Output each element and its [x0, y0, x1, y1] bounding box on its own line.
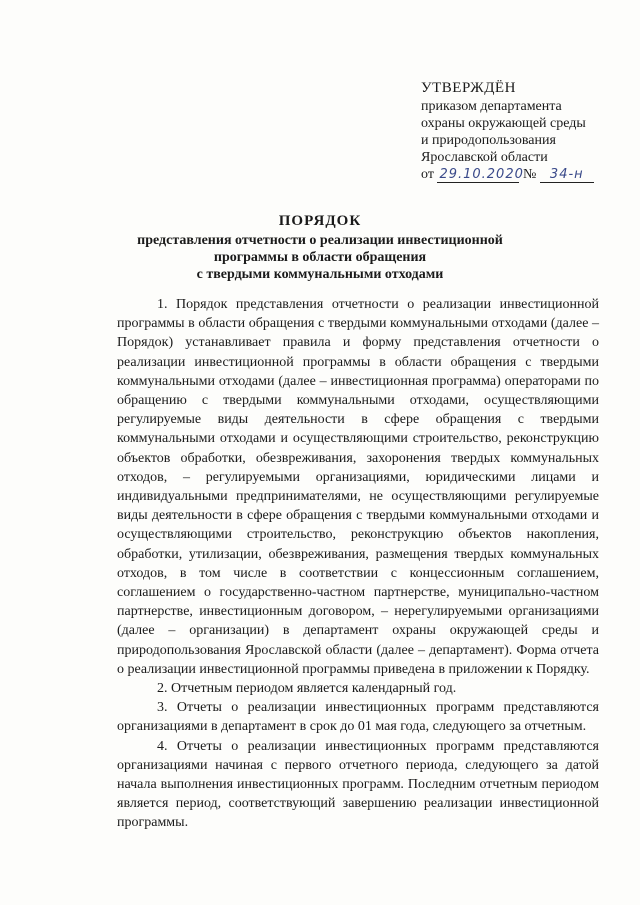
approval-block	[421, 80, 621, 183]
handwritten-number: 34-н	[540, 168, 594, 183]
paragraph-3: 3. Отчеты о реализации инвестиционных программ представляются организациями в департамент в срок до 01 мая года, следующего за отчетным.	[117, 700, 599, 735]
document-heading	[110, 213, 530, 283]
approval-line: приказом департамента	[421, 99, 562, 114]
paragraph-4: 4. Отчеты о реализации инвестиционных программ представляются организациями начиная с первого отчетного периода, следующего за датой начала выполнения инвестиционных программ. Последним отчетным периодом является период, соответствующий завершению реализации инвестиционной программы.	[117, 738, 599, 831]
approval-line: Ярославской области	[421, 150, 548, 165]
heading-subtitle-line: с твердыми коммунальными отходами	[196, 267, 444, 282]
document-body	[117, 295, 599, 833]
heading-subtitle-line: программы в области обращения	[213, 250, 427, 265]
number-label: №	[522, 167, 537, 182]
paragraph-2: 2. Отчетным периодом является календарный год.	[157, 681, 457, 697]
heading-title: ПОРЯДОК	[278, 213, 362, 229]
approval-title: УТВЕРЖДЁН	[421, 80, 516, 96]
paragraph-1: 1. Порядок представления отчетности о реализации инвестиционной программы в области обращения с твердыми коммунальными отходами (далее – Порядок) устанавливает правила и форму представления отчетности о реализации инвестиционной программы в области обращения с твердыми коммунальными отходами (далее – инвестиционная программа) операторами по обращению с твердыми коммунальными отходами, осуществляющими регулируемые виды деятельности в сфере обращения с твердыми коммунальными отходами и осуществляющими строительство, реконструкцию объектов обработки, обезвреживания, захоронения твердых коммунальных отходов, – регулируемыми организациями, юридическими лицами и индивидуальными предпринимателями, не осуществляющими регулируемые виды деятельности в сфере обращения с твердыми коммунальными отходами и осуществляющими строительство, реконструкцию объектов накопления, обработки, утилизации, обезвреживания, размещения твердых коммунальных отходов, в том числе в соответствии с концессионным соглашением, соглашением о государственно-частном партнерстве, муниципально-частном партнерстве, инвестиционным договором, – нерегулируемыми организациями (далее – организации) в департамент охраны окружающей среды и природопользования Ярославской области (далее – департамент). Форма отчета о реализации инвестиционной программы приведена в приложении к Порядку.	[117, 297, 599, 677]
heading-subtitle-line: представления отчетности о реализации инвестиционной	[137, 233, 503, 248]
approval-line: и природопользования	[421, 133, 556, 148]
approval-line: охраны окружающей среды	[421, 116, 586, 131]
handwritten-date: 29.10.2020	[439, 167, 524, 182]
order-date-number-line	[421, 166, 621, 183]
from-label: от	[421, 167, 434, 182]
